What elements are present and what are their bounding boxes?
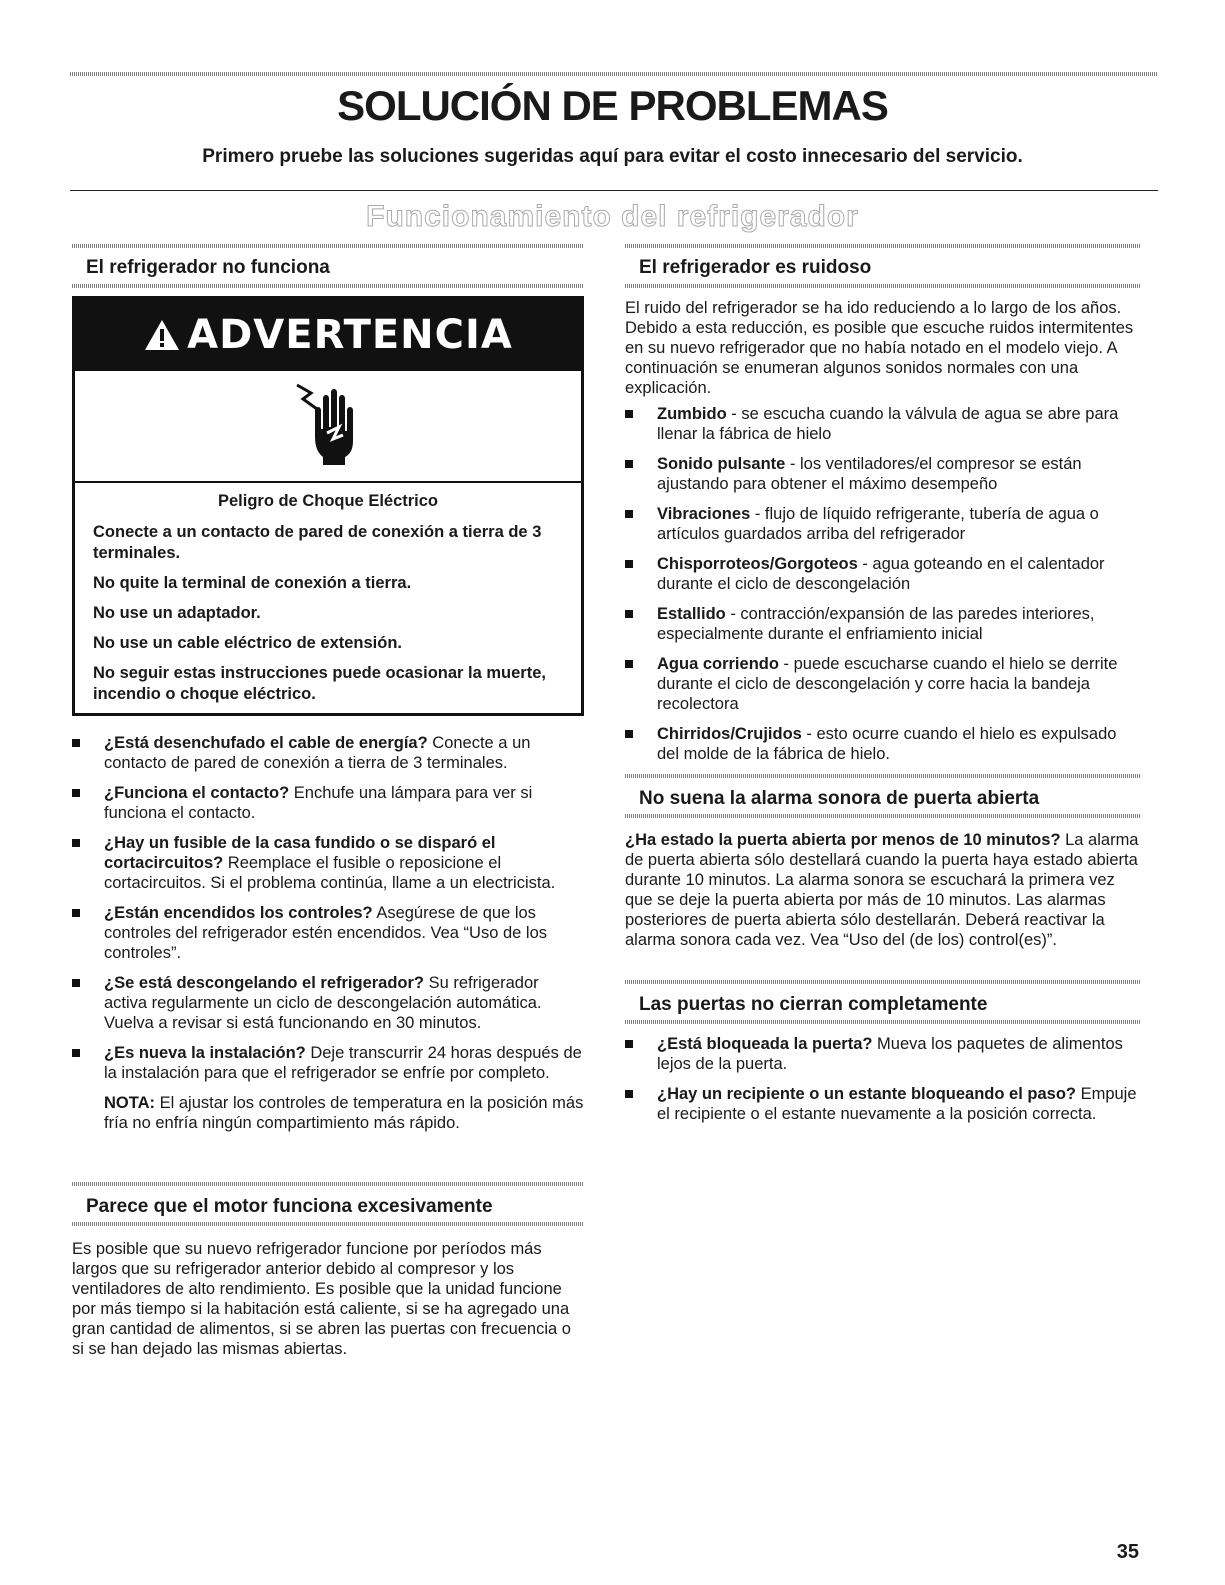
list-item: ¿Está desenchufado el cable de energía? Conecte a un contacto de pared de conexión a tierra de 3 terminales.: [72, 733, 584, 773]
alarma-text: ¿Ha estado la puerta abierta por menos de 10 minutos? La alarma de puerta abierta sólo destellará cuando la puerta haya estado abierta durante 10 minutos. La alarma sonora se escuchará la primera vez que se deje la puerta abierta por más de 10 minutos. Las alarmas posteriores de puerta abierta sólo destellarán. Deberá reactivar la alarma sonora cada vez. Vea “Uso del (de los) control(es)”.: [625, 831, 1139, 949]
header-divider: [70, 190, 1158, 191]
list-item: Chisporroteos/Gorgoteos - agua goteando en el calentador durante el ciclo de descongelación: [625, 554, 1140, 594]
puertas-list: [625, 1034, 1140, 1134]
warning-line: No quite la terminal de conexión a tierra.: [93, 574, 412, 592]
list-item: ¿Es nueva la instalación? Deje transcurrir 24 horas después de la instalación para que el refrigerador se enfríe por completo.: [72, 1043, 584, 1083]
page-number: 35: [1116, 1541, 1139, 1563]
top-rule: [70, 72, 1158, 76]
heading-motor: Parece que el motor funciona excesivamente: [86, 1196, 493, 1217]
warning-line: No use un adaptador.: [93, 604, 261, 622]
list-item: Vibraciones - flujo de líquido refrigerante, tubería de agua o artículos guardados arriba del refrigerador: [625, 504, 1140, 544]
warning-label: ADVERTENCIA: [187, 312, 513, 358]
list-item: Estallido - contracción/expansión de las paredes interiores, especialmente durante el enfriamiento inicial: [625, 604, 1140, 644]
list-item: ¿Se está descongelando el refrigerador? Su refrigerador activa regularmente un ciclo de descongelación automática. Vuelva a revisar si está funcionando en 30 minutos.: [72, 973, 584, 1033]
page-subtitle: Primero pruebe las soluciones sugeridas aquí para evitar el costo innecesario del servicio.: [202, 146, 1023, 167]
list-item: ¿Están encendidos los controles? Asegúrese de que los controles del refrigerador estén encendidos. Vea “Uso de los controles”.: [72, 903, 584, 963]
electric-shock-icon: [75, 371, 581, 483]
warning-line: No seguir estas instrucciones puede ocasionar la muerte, incendio o choque eléctrico.: [93, 664, 546, 703]
note: NOTA: El ajustar los controles de temperatura en la posición más fría no enfría ningún compartimiento más rápido.: [104, 1094, 584, 1132]
heading-no-funciona: El refrigerador no funciona: [86, 257, 330, 278]
list-item: ¿Hay un recipiente o un estante bloqueando el paso? Empuje el recipiente o el estante nuevamente a la posición correcta.: [625, 1084, 1140, 1124]
warning-box: [72, 296, 584, 716]
warning-line: No use un cable eléctrico de extensión.: [93, 634, 403, 652]
heading-rule: [625, 244, 1140, 248]
heading-rule: [72, 1222, 584, 1226]
heading-rule: [625, 1020, 1140, 1024]
list-item: ¿Hay un fusible de la casa fundido o se disparó el cortacircuitos? Reemplace el fusible o reposicione el cortacircuitos. Si el problema continúa, llame a un electricista.: [72, 833, 584, 893]
heading-alarma: No suena la alarma sonora de puerta abierta: [639, 788, 1040, 809]
heading-rule: [625, 774, 1140, 778]
page-title: SOLUCIÓN DE PROBLEMAS: [337, 82, 888, 129]
heading-ruidoso: El refrigerador es ruidoso: [639, 257, 872, 278]
section-title: Funcionamiento del refrigerador: [366, 200, 859, 233]
heading-rule: [625, 980, 1140, 984]
list-item: Sonido pulsante - los ventiladores/el compresor se están ajustando para obtener el máximo desempeño: [625, 454, 1140, 494]
warning-hazard: Peligro de Choque Eléctrico: [217, 492, 439, 510]
heading-rule: [72, 284, 584, 288]
list-item: ¿Está bloqueada la puerta? Mueva los paquetes de alimentos lejos de la puerta.: [625, 1034, 1140, 1074]
warning-triangle-icon: [143, 318, 181, 352]
ruidoso-intro: El ruido del refrigerador se ha ido reduciendo a lo largo de los años. Debido a esta reducción, es posible que escuche ruidos intermitentes en su nuevo refrigerador que no había notado en el modelo viejo. A continuación se enumeran algunos sonidos normales con una explicación.: [625, 299, 1134, 397]
list-item: Zumbido - se escucha cuando la válvula de agua se abre para llenar la fábrica de hielo: [625, 404, 1140, 444]
heading-rule: [72, 1182, 584, 1186]
list-item: Chirridos/Crujidos - esto ocurre cuando el hielo es expulsado del molde de la fábrica de hielo.: [625, 724, 1140, 764]
warning-header: [75, 299, 581, 371]
heading-puertas: Las puertas no cierran completamente: [639, 994, 988, 1015]
heading-rule: [625, 284, 1140, 288]
list-item: ¿Funciona el contacto? Enchufe una lámpara para ver si funciona el contacto.: [72, 783, 584, 823]
heading-rule: [72, 244, 584, 248]
ruidoso-section: [625, 298, 1140, 774]
heading-rule: [625, 814, 1140, 818]
list-item: Agua corriendo - puede escucharse cuando el hielo se derrite durante el ciclo de descongelación y corre hacia la bandeja recolectora: [625, 654, 1140, 714]
no-funciona-list: [72, 733, 584, 1133]
warning-line: Conecte a un contacto de pared de conexión a tierra de 3 terminales.: [93, 523, 542, 562]
motor-text: Es posible que su nuevo refrigerador funcione por períodos más largos que su refrigerador anterior debido al compresor y los ventiladores de alto rendimiento. Es posible que la unidad funcione por más tiempo si la habitación está caliente, si se ha agregado una gran cantidad de alimentos, si se abren las puertas con frecuencia o si se han dejado las mismas abiertas.: [72, 1240, 571, 1358]
